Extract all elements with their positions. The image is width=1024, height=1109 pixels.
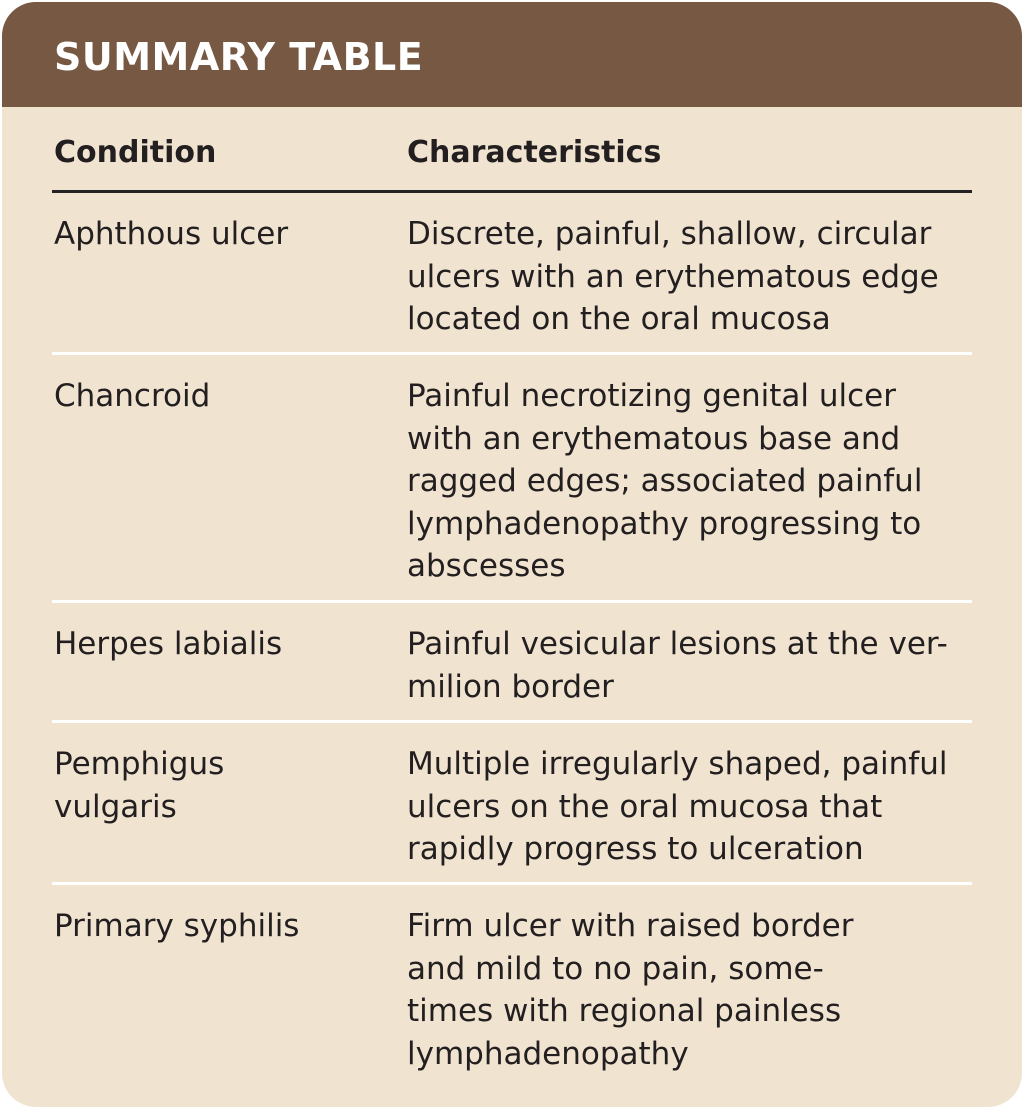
cell-line: Pemphigus: [54, 746, 225, 782]
cell-line: ulcers on the oral mucosa that: [407, 788, 883, 825]
column-header-condition: Condition: [54, 135, 217, 170]
table-row: [52, 603, 972, 723]
cell-line: Painful vesicular lesions at the ver-: [407, 626, 948, 662]
cell-line: abscesses: [407, 548, 566, 584]
table-row: [52, 723, 972, 885]
cell-line: Discrete, painful, shallow, circular: [407, 216, 932, 252]
cell-line: Herpes labialis: [54, 626, 283, 662]
cell-line: Painful necrotizing genital ulcer: [407, 378, 896, 414]
cell-line: Firm ulcer with raised border: [407, 908, 854, 944]
characteristics-cell: [407, 905, 972, 1075]
cell-line: Chancroid: [54, 378, 211, 414]
cell-line: lymphadenopathy: [407, 1035, 689, 1072]
summary-table-card: [2, 2, 1022, 1107]
column-header-characteristics: Characteristics: [407, 135, 662, 170]
cell-line: rapidly progress to ulceration: [407, 831, 864, 867]
cell-line: milion border: [407, 668, 614, 705]
cell-line: Multiple irregularly shaped, painful: [407, 746, 948, 782]
table-row: [52, 885, 972, 1105]
characteristics-cell: [407, 213, 972, 341]
condition-cell: [54, 623, 384, 666]
table-row: [52, 193, 972, 355]
cell-line: with an erythematous base and: [407, 420, 901, 457]
characteristics-cell: [407, 743, 972, 871]
cell-line: lymphadenopathy progressing to: [407, 505, 922, 542]
condition-cell: [54, 213, 384, 256]
cell-line: vulgaris: [54, 788, 177, 825]
cell-line: Aphthous ulcer: [54, 216, 289, 252]
condition-cell: [54, 375, 384, 418]
summary-table-title: SUMMARY TABLE: [54, 35, 424, 79]
cell-line: Primary syphilis: [54, 908, 300, 944]
characteristics-cell: [407, 623, 972, 708]
condition-cell: [54, 743, 384, 828]
cell-line: located on the oral mucosa: [407, 301, 831, 337]
table-header-row: [52, 107, 972, 193]
summary-table-header: [2, 2, 1022, 107]
cell-line: and mild to no pain, some-: [407, 950, 824, 987]
condition-cell: [54, 905, 384, 948]
cell-line: ulcers with an erythematous edge: [407, 258, 939, 295]
characteristics-cell: [407, 375, 972, 588]
table-row: [52, 355, 972, 603]
cell-line: ragged edges; associated painful: [407, 463, 923, 499]
summary-table: [52, 107, 972, 1105]
cell-line: times with regional painless: [407, 993, 842, 1029]
